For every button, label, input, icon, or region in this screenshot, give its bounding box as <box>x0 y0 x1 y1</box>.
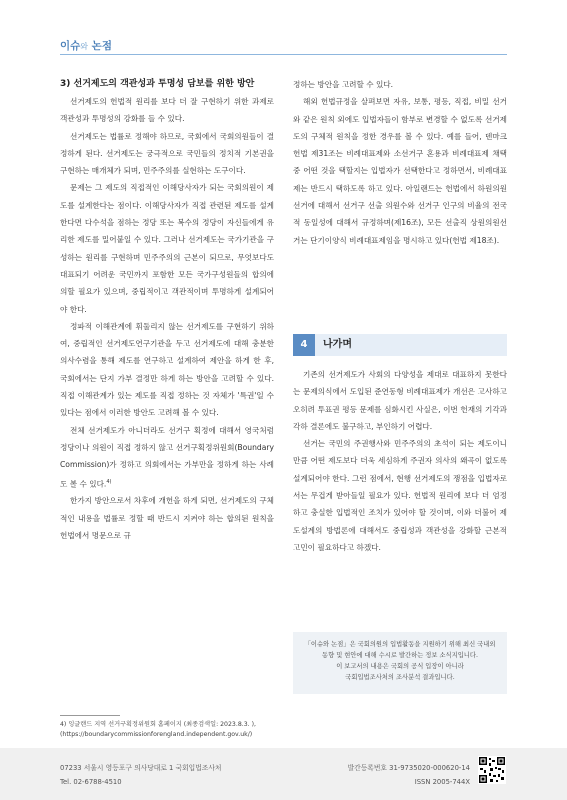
subsection-heading: 3) 선거제도의 객관성과 투명성 담보를 위한 방안 <box>60 79 255 89</box>
section-number: 4 <box>293 334 315 356</box>
notice-line: 동향 및 현안에 대해 수시로 발간하는 정보 소식지입니다. <box>322 652 478 659</box>
notice-line: 「이슈와 논점」은 국회의원의 입법활동을 지원하기 위해 최신 국내외 <box>304 641 496 648</box>
footnote <box>60 720 300 740</box>
paragraph <box>60 422 274 493</box>
footer-issn: ISSN 2005-744X <box>414 778 470 786</box>
paragraph: 문제는 그 제도의 직접적인 이해당사자가 되는 국회의원이 제도를 설계한다는 점이다. 이해당사자가 직접 관련된 제도를 설계한다면 다수석을 점하는 정당 또는 복수의 정당이 자신들에게 유리한 제도를 밀어붙일 수 있다. 그러나 선거제도는 국가기관을 구성하는 원리를 구현하며 민주주의의 근본이 되므로, 무엇보다도 대표되기 어려운 국민까지 포함한 모든 국가구성원들의 합의에 의할 필요가 있으며, 중립적이고 객관적이며 투명하게 설계되어야 한다. <box>60 183 274 314</box>
footnote-link[interactable]: (https://boundarycommissionforengland.independent.gov.uk/) <box>60 731 253 738</box>
left-column <box>60 76 274 544</box>
paragraph: 정파적 이해관계에 휘둘리지 않는 선거제도를 구현하기 위하여, 중립적인 선거제도연구기관을 두고 선거제도에 대해 충분한 의사수렴을 통해 제도를 연구하고 설계하여 제안을 하게 한 후, 국회에서는 단지 가부 결정만 하게 하는 방안을 고려할 수 있다. 직접 이해관계가 있는 제도를 직접 정하는 것 자체가 '특권'일 수 있다는 점에서 이러한 방안도 고려해 볼 수 있다. <box>60 321 274 418</box>
publication-notice <box>293 632 507 694</box>
section-title: 나가며 <box>323 339 352 350</box>
paragraph: 한가지 방안으로서 차후에 개헌을 하게 되면, 선거제도의 구체적인 내용을 법률로 정할 때 반드시 지켜야 하는 합의된 원칙을 헌법에서 명문으로 규 <box>60 496 274 540</box>
footnote-marker[interactable]: 4) <box>106 478 112 485</box>
notice-line: 국회입법조사처의 조사분석 결과입니다. <box>345 674 455 681</box>
qr-code-icon[interactable] <box>478 756 506 784</box>
series-title: 이슈와 논점 <box>60 40 112 52</box>
header-divider <box>60 54 507 55</box>
paragraph: 기존의 선거제도가 사회의 다양성을 제대로 대표하지 못한다는 문제의식에서 도입된 준연동형 비례대표제가 개선은 고사하고 오히려 투표권 평등 문제를 심화시킨 사실은, 이번 헌재의 기각과 각하 결론에도 불구하고, 부인하기 어렵다. <box>293 370 507 431</box>
paragraph: 정하는 방안을 고려할 수 있다. <box>293 80 394 89</box>
section-heading-bar <box>293 334 507 356</box>
notice-line: 이 보고서의 내용은 국회의 공식 입장이 아니라 <box>336 663 464 670</box>
footnote-text: 4) 잉글랜드 지역 선거구획정위원회 홈페이지 (최종검색일: 2023.8.3. ), <box>60 721 256 728</box>
right-column-bottom <box>293 366 507 556</box>
paragraph: 해외 헌법규정을 살펴보면 자유, 보통, 평등, 직접, 비밀 선거와 같은 원칙 외에도 입법자들이 함부로 변경할 수 없도록 선거제도의 구체적 원칙을 정한 경우를 볼 수 있다. 예를 들어, 덴마크 헌법 제31조는 비례대표제와 소선거구 혼용과 비례대표제 채택 중 어떤 것을 택할지는 입법자가 선택한다고 정하면서, 비례대표제는 반드시 택하도록 하고 있다. 아일랜드는 헌법에서 하원의원 선거에 대해서 선거구 선출 의원수와 선거구 인구의 비율의 전국적 동일성에 대해서 규정하며(제16조), 모든 선출직 상원의원선거는 단기이양식 비례대표제임을 명시하고 있다(헌법 제18조). <box>293 97 507 245</box>
page-header <box>0 0 567 62</box>
page-footer <box>0 748 567 800</box>
footer-tel: Tel. 02-6788-4510 <box>60 778 122 786</box>
paragraph: 선거제도는 법률로 정해야 하므로, 국회에서 국회의원들이 결정하게 된다. 선거제도는 궁극적으로 국민들의 정치적 기본권을 구현하는 매개체가 되며, 민주주의를 실현하는 도구이다. <box>60 131 274 176</box>
paragraph: 선거는 국민의 주권행사와 민주주의의 초석이 되는 제도이니만큼 어떤 제도보다 더욱 세심하게 주권자 의사의 왜곡이 없도록 설계되어야 한다. 그런 점에서, 현행 선거제도의 쟁점을 입법자로서는 무겁게 받아들일 필요가 있다. 헌법적 원리에 보다 더 엄정하고 충실한 입법적인 조치가 있어야 할 것이며, 이와 더불어 제도설계의 방법론에 대해서도 중립성과 객관성을 강화할 근본적 고민이 필요하다고 하겠다. <box>293 439 507 552</box>
paragraph: 선거제도의 헌법적 원리를 보다 더 잘 구현하기 위한 과제로 객관성과 투명성의 강화를 들 수 있다. <box>60 97 274 124</box>
right-column-top <box>293 76 507 249</box>
footer-registration: 발간등록번호 31-9735020-000620-14 <box>347 764 470 772</box>
footer-address: 07233 서울시 영등포구 의사당대로 1 국회입법조사처 <box>60 764 222 772</box>
paragraph-text: 전체 선거제도가 아니더라도 선거구 획정에 대해서 영국처럼 정당이나 의원이 직접 정하지 않고 선거구획정위원회(Boundary Commission)가 정하고 의회에서는 가부만을 정하게 하는 사례도 볼 수 있다. <box>60 425 274 489</box>
footnote-divider <box>60 715 120 716</box>
